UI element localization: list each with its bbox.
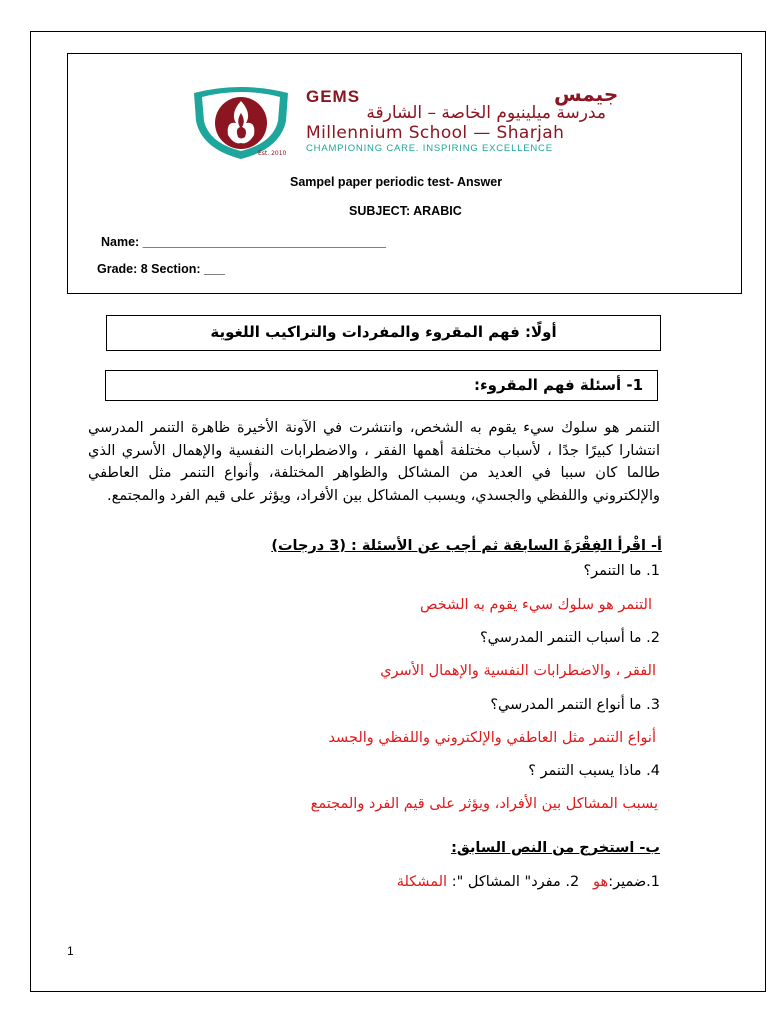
grade-field: Grade: 8 Section: ___ [97, 262, 225, 276]
logo-est-text: Est. 2010 [258, 150, 287, 157]
question-4: 4. ماذا يسبب التنمر ؟ [528, 763, 660, 779]
brand-name-en: GEMS [306, 87, 361, 106]
part-b-item1-answer: هو [593, 874, 609, 890]
paper-title: Sampel paper periodic test- Answer [290, 175, 503, 189]
section1-title: أولًا: فهم المقروء والمفردات والتراكيب اللغوية [210, 323, 557, 341]
answer-1: التنمر هو سلوك سيء يقوم به الشخص [420, 597, 652, 613]
name-field: Name: ___________________________________ [101, 235, 386, 249]
part-b-item2-answer: المشكلة [396, 874, 448, 890]
part-b-heading [451, 840, 660, 856]
part-b-item2-label: 2. مفرد" المشاكل ": [451, 874, 580, 890]
school-name-ar: مدرسة ميلينيوم الخاصة – الشارقة [366, 103, 606, 123]
question-1: 1. ما التنمر؟ [583, 563, 660, 579]
part-a-heading-text: أ- اقْرأ الفِقْرَةَ السابقة ثم أجب عن الأسئلة : (3 درجات) [271, 538, 662, 554]
brand-name-ar: جيمس [554, 82, 619, 106]
section2-box [105, 370, 658, 401]
reading-passage: التنمر هو سلوك سيء يقوم به الشخص، وانتشرت في الآونة الأخيرة ظاهرة التنمر المدرسي انتشارا كبيرًا جدًا ، لأسباب مختلفة أهمها الفقر ، والاضطرابات النفسية والإهمال الأسري الذي طالما كان سببا في العديد من المشاكل والظواهر المختلفة، وأنواع التنمر مثل العاطفي والإلكتروني واللفظي والجسدي، ويسبب المشاكل بين الأفراد، ويؤثر على قيم الفرد والمجتمع. [88, 420, 660, 504]
part-b-heading-text: ب- استخرج من النص السابق: [451, 840, 660, 856]
section1-box [106, 315, 661, 351]
school-logo [190, 83, 292, 161]
part-b-items [397, 874, 660, 890]
part-b-item1-label: 1.ضمير: [608, 874, 660, 890]
part-a-heading [271, 538, 662, 554]
header-box [67, 53, 742, 294]
school-tagline: CHAMPIONING CARE. INSPIRING EXCELLENCE [306, 143, 553, 154]
question-2: 2. ما أسباب التنمر المدرسي؟ [479, 630, 660, 646]
answer-2: الفقر ، والاضطرابات النفسية والإهمال الأسري [380, 663, 656, 679]
page-number: 1 [67, 944, 74, 958]
school-name-en: Millennium School — Sharjah [306, 123, 565, 143]
question-3: 3. ما أنواع التنمر المدرسي؟ [490, 697, 660, 713]
answer-4: يسبب المشاكل بين الأفراد، ويؤثر على قيم الفرد والمجتمع [310, 796, 658, 812]
paper-subject: SUBJECT: ARABIC [349, 204, 462, 218]
answer-3: أنواع التنمر مثل العاطفي والإلكتروني واللفظي والجسد [328, 730, 656, 746]
section2-title: 1- أسئلة فهم المقروء: [474, 376, 643, 394]
